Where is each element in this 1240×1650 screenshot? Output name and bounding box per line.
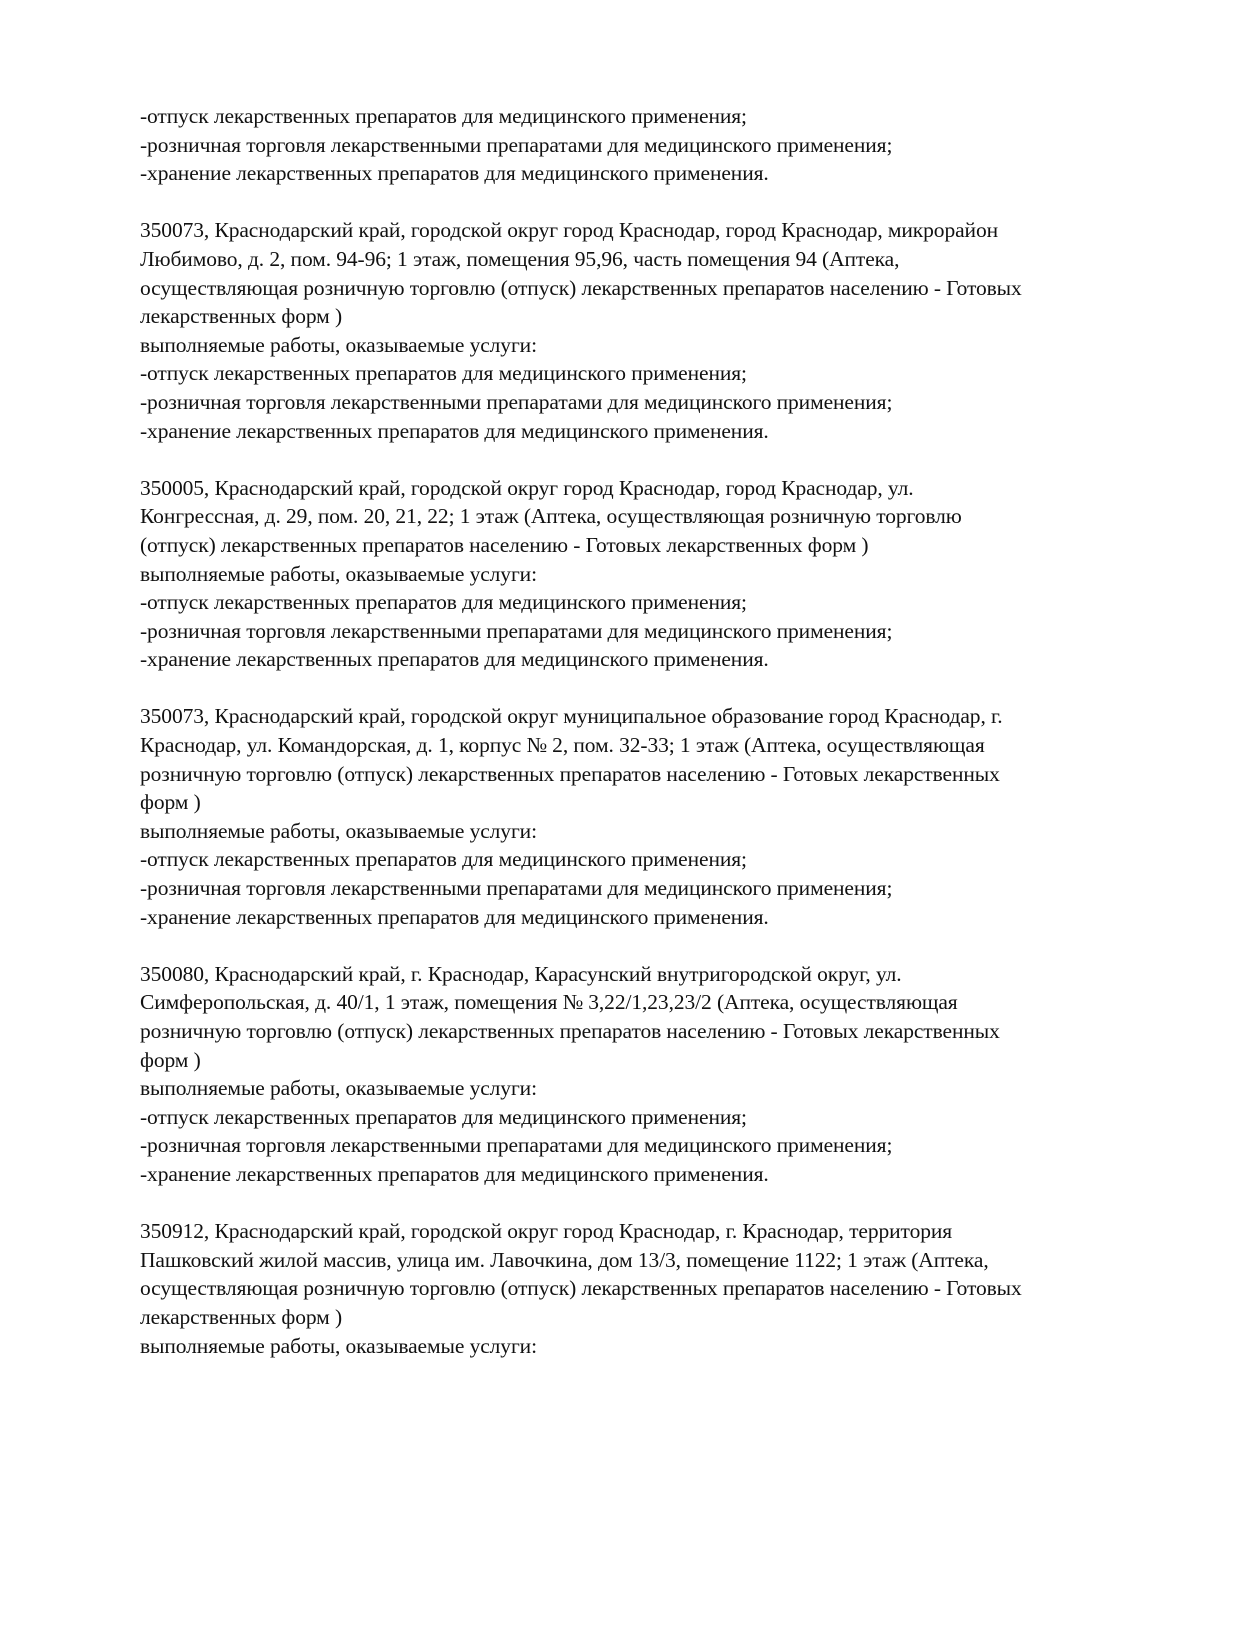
address-line: Краснодар, ул. Командорская, д. 1, корпус № 2, пом. 32-33; 1 этаж (Аптека, осуществляющая (140, 733, 985, 758)
address-line: 350912, Краснодарский край, городской округ город Краснодар, г. Краснодар, территория (140, 1219, 953, 1244)
address-line: лекарственных форм ) (140, 304, 343, 329)
paragraph-gap (140, 674, 1140, 703)
address-line: Любимово, д. 2, пом. 94-96; 1 этаж, помещения 95,96, часть помещения 94 (Аптека, (140, 246, 900, 271)
service-item: -отпуск лекарственных препаратов для медицинского применения; (140, 1104, 747, 1129)
services-heading: выполняемые работы, оказываемые услуги: (140, 1333, 537, 1358)
address-line: форм ) (140, 1047, 201, 1072)
services-heading: выполняемые работы, оказываемые услуги: (140, 332, 537, 357)
address-line: Конгрессная, д. 29, пом. 20, 21, 22; 1 этаж (Аптека, осуществляющая розничную торговлю (140, 504, 962, 529)
services-heading: выполняемые работы, оказываемые услуги: (140, 561, 537, 586)
address-line: 350080, Краснодарский край, г. Краснодар, Карасунский внутригородской округ, ул. (140, 961, 902, 986)
paragraph-gap (140, 931, 1140, 960)
address-line: розничную торговлю (отпуск) лекарственных препаратов населению - Готовых лекарственных (140, 761, 1000, 786)
document-page (140, 102, 1140, 1360)
service-item: -розничная торговля лекарственными препаратами для медицинского применения; (140, 389, 893, 414)
service-item: -отпуск лекарственных препаратов для медицинского применения; (140, 361, 747, 386)
pharmacy-entry (140, 702, 1140, 931)
address-line: 350073, Краснодарский край, городской округ муниципальное образование город Краснодар, г. (140, 704, 1003, 729)
address-line: 350005, Краснодарский край, городской округ город Краснодар, город Краснодар, ул. (140, 475, 914, 500)
service-item: -хранение лекарственных препаратов для медицинского применения. (140, 904, 769, 929)
service-item: -хранение лекарственных препаратов для медицинского применения. (140, 647, 769, 672)
service-item: -хранение лекарственных препаратов для медицинского применения. (140, 1161, 769, 1186)
pharmacy-entry (140, 960, 1140, 1189)
service-item: -розничная торговля лекарственными препаратами для медицинского применения; (140, 876, 893, 901)
pharmacy-entry (140, 474, 1140, 674)
address-line: (отпуск) лекарственных препаратов населению - Готовых лекарственных форм ) (140, 532, 869, 557)
address-line: осуществляющая розничную торговлю (отпуск) лекарственных препаратов населению - Готовых (140, 1276, 1022, 1301)
service-item: -хранение лекарственных препаратов для медицинского применения. (140, 418, 769, 443)
service-item: -отпуск лекарственных препаратов для медицинского применения; (140, 104, 747, 128)
service-item: -розничная торговля лекарственными препаратами для медицинского применения; (140, 132, 893, 157)
service-item: -розничная торговля лекарственными препаратами для медицинского применения; (140, 618, 893, 643)
address-line: Симферопольская, д. 40/1, 1 этаж, помещения № 3,22/1,23,23/2 (Аптека, осуществляющая (140, 990, 958, 1015)
service-item: -хранение лекарственных препаратов для медицинского применения. (140, 161, 769, 186)
address-line: лекарственных форм ) (140, 1304, 343, 1329)
services-heading: выполняемые работы, оказываемые услуги: (140, 818, 537, 843)
pharmacy-entry (140, 1217, 1140, 1360)
address-line: 350073, Краснодарский край, городской округ город Краснодар, город Краснодар, микрорайон (140, 218, 999, 243)
paragraph-gap (140, 188, 1140, 217)
service-item: -отпуск лекарственных препаратов для медицинского применения; (140, 847, 747, 872)
intro-services-list (140, 102, 1140, 188)
address-line: форм ) (140, 790, 201, 815)
address-line: осуществляющая розничную торговлю (отпуск) лекарственных препаратов населению - Готовых (140, 275, 1022, 300)
pharmacy-entry (140, 216, 1140, 445)
services-heading: выполняемые работы, оказываемые услуги: (140, 1076, 537, 1101)
paragraph-gap (140, 1189, 1140, 1218)
service-item: -отпуск лекарственных препаратов для медицинского применения; (140, 590, 747, 615)
service-item: -розничная торговля лекарственными препаратами для медицинского применения; (140, 1133, 893, 1158)
paragraph-gap (140, 445, 1140, 474)
address-line: розничную торговлю (отпуск) лекарственных препаратов населению - Готовых лекарственных (140, 1019, 1000, 1043)
address-line: Пашковский жилой массив, улица им. Лавочкина, дом 13/3, помещение 1122; 1 этаж (Аптека, (140, 1247, 989, 1272)
